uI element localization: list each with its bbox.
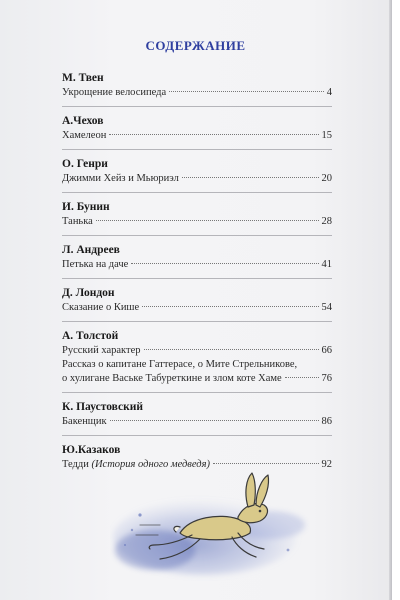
dot-leader (96, 220, 319, 221)
running-hare-icon (110, 455, 310, 585)
toc-section (62, 156, 332, 186)
story-subtitle: (История одного медведя) (91, 459, 210, 470)
story-title-line-2-row (62, 372, 332, 386)
divider (62, 106, 332, 107)
divider (62, 392, 332, 393)
toc-section (62, 285, 332, 315)
page-number: 4 (326, 87, 332, 98)
dot-leader (142, 306, 318, 307)
author-name: Д. Лондон (62, 287, 115, 299)
toc-entry[interactable] (62, 415, 332, 429)
divider (62, 321, 332, 322)
dot-leader (169, 91, 324, 92)
divider (62, 278, 332, 279)
toc-section (62, 199, 332, 229)
toc-entry[interactable] (62, 129, 332, 143)
story-title-line-1: Рассказ о капитане Гаттерасе, о Мите Стрельникове, (62, 359, 298, 370)
author-name: Л. Андреев (62, 244, 120, 256)
toc-entry[interactable] (62, 86, 332, 100)
page-number: 15 (321, 130, 332, 141)
story-title: Петька на даче (62, 259, 129, 270)
dot-leader (109, 134, 318, 135)
divider (62, 435, 332, 436)
story-title: Танька (62, 216, 93, 227)
toc-entry[interactable] (62, 344, 332, 358)
page-number: 54 (321, 302, 332, 313)
table-of-contents (62, 70, 332, 472)
page-number: 76 (321, 373, 332, 384)
story-title: Русский характер (62, 345, 141, 356)
author-name: А.Чехов (62, 115, 104, 127)
toc-section (62, 328, 332, 386)
page-number: 66 (321, 345, 332, 356)
toc-entry[interactable] (62, 301, 332, 315)
toc-section (62, 70, 332, 100)
story-title: Бакенщик (62, 416, 107, 427)
toc-entry[interactable] (62, 215, 332, 229)
story-title-line-2: о хулигане Ваське Табуреткине и злом коте Хаме (62, 373, 282, 384)
story-title: Хамелеон (62, 130, 107, 141)
page-title: СОДЕРЖАНИЕ (145, 38, 246, 53)
page-number: 28 (321, 216, 332, 227)
author-name: О. Генри (62, 158, 108, 170)
dot-leader (144, 349, 319, 350)
page-edge (389, 0, 392, 600)
dot-leader (131, 263, 318, 264)
story-title: Джимми Хейз и Мьюриэл (62, 173, 179, 184)
page-number: 41 (321, 259, 332, 270)
story-title-main: Тедди (62, 459, 89, 470)
page-number: 92 (321, 459, 332, 470)
toc-entry[interactable] (62, 258, 332, 272)
story-title: Сказание о Кише (62, 302, 140, 313)
author-name: И. Бунин (62, 201, 110, 213)
author-name: М. Твен (62, 72, 104, 84)
divider (62, 192, 332, 193)
toc-entry-multiline[interactable] (62, 358, 332, 386)
author-name: А. Толстой (62, 330, 119, 342)
divider (62, 235, 332, 236)
page-number: 86 (321, 416, 332, 427)
toc-entry[interactable] (62, 172, 332, 186)
toc-section (62, 113, 332, 143)
toc-section (62, 242, 332, 272)
toc-section (62, 399, 332, 429)
author-name: К. Паустовский (62, 401, 143, 413)
dot-leader (285, 377, 319, 378)
author-name: Ю.Казаков (62, 444, 121, 456)
story-title: Укрощение велосипеда (62, 87, 167, 98)
page-number: 20 (321, 173, 332, 184)
dot-leader (110, 420, 319, 421)
divider (62, 149, 332, 150)
dot-leader (182, 177, 319, 178)
